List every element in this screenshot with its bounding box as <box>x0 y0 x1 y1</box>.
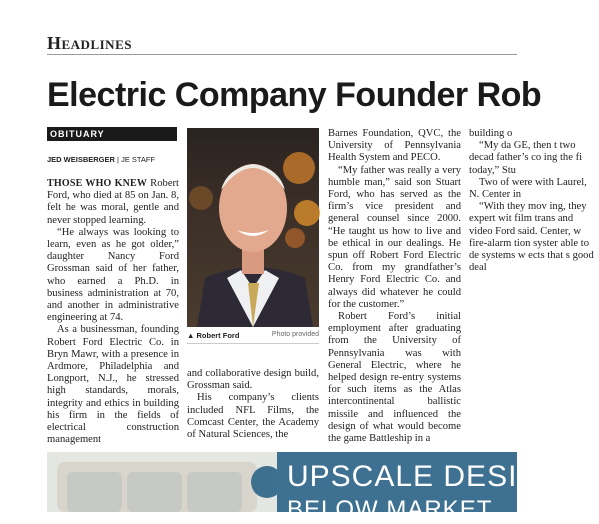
article-column-2 <box>187 368 319 441</box>
article-headline: Electric Company Founder Rob <box>47 76 542 114</box>
paragraph: “With they mov ing, they expert wit film trans and video Ford said. Center, w fire-alarm tion syster able to de systems w ects that s good deal <box>469 201 594 274</box>
article-column-1 <box>47 178 179 446</box>
article-column-4 <box>469 128 594 446</box>
paragraph: His company’s clients included NFL Films, the Comcast Center, the Academy of Natural Sciences, the <box>187 392 319 441</box>
caption-name: ▲ Robert Ford <box>187 331 240 340</box>
advertisement-banner[interactable] <box>47 452 518 523</box>
paragraph: Barnes Foundation, QVC, the University of Pennsylvania Health System and PECO. <box>328 128 461 164</box>
photo-caption <box>187 331 319 340</box>
ad-headline-line1: UPSCALE DESI <box>287 460 518 493</box>
portrait-illustration <box>187 128 319 327</box>
photo-credit: Photo provided <box>271 331 319 338</box>
paragraph: Two of were with Laurel, N. Center in <box>469 176 587 201</box>
paragraph: “My da GE, then t two decad father’s co ing the fi today,” Stu <box>469 140 583 176</box>
paragraph: “He always was looking to learn, even as he got older,” daughter Nancy Ford Grossman said of her father, who earned a Ph.D. in business administration at 70, and another in administrative engineering at 74. <box>47 226 179 324</box>
obituary-kicker: OBITUARY <box>47 127 177 141</box>
byline <box>47 155 155 164</box>
section-label: Headlines <box>47 33 132 53</box>
caption-divider <box>187 343 319 344</box>
lead-in: THOSE WHO KNEW <box>47 178 148 189</box>
paragraph: As a businessman, founding Robert Ford Electric Co. in Bryn Mawr, with a presence in Ardmore, Philadelphia and Longport, N.J., he stressed high standards, morals, integrity and ethics in building his firm in the fields of electrical construction management <box>47 324 179 446</box>
portrait-photo <box>187 128 319 327</box>
paragraph: THOSE WHO KNEW Robert Ford, who died at 85 on Jan. 8, felt he was moral, gentle and never stopped learning. <box>47 178 179 226</box>
byline-name: JED WEISBERGER <box>47 155 115 164</box>
article-column-3 <box>328 128 461 445</box>
paragraph: and collaborative design build, Grossman said. <box>187 368 319 392</box>
paragraph: Robert Ford’s initial employment after graduating from the University of Pennsylvania was with General Electric, where he helped design re-entry systems for such items as the Atlas intercontinental ballistic missile and influenced the design of what would become the game Battleship in a <box>328 311 461 445</box>
section-divider <box>47 54 517 55</box>
ad-headline-line2: BELOW MARKET <box>287 496 493 523</box>
paragraph: building o <box>469 128 513 139</box>
paragraph: “My father was really a very humble man,” said son Stuart Ford, who has served as the firm’s vice president and general counsel since 2000. “He taught us how to live and be ethical in our dealings. He spun off Robert Ford Electric Co. from my grandfather’s Henry Ford Electric Co. and always did whatever he could for the customer.” <box>328 164 461 310</box>
byline-role: | JE STAFF <box>117 155 156 164</box>
